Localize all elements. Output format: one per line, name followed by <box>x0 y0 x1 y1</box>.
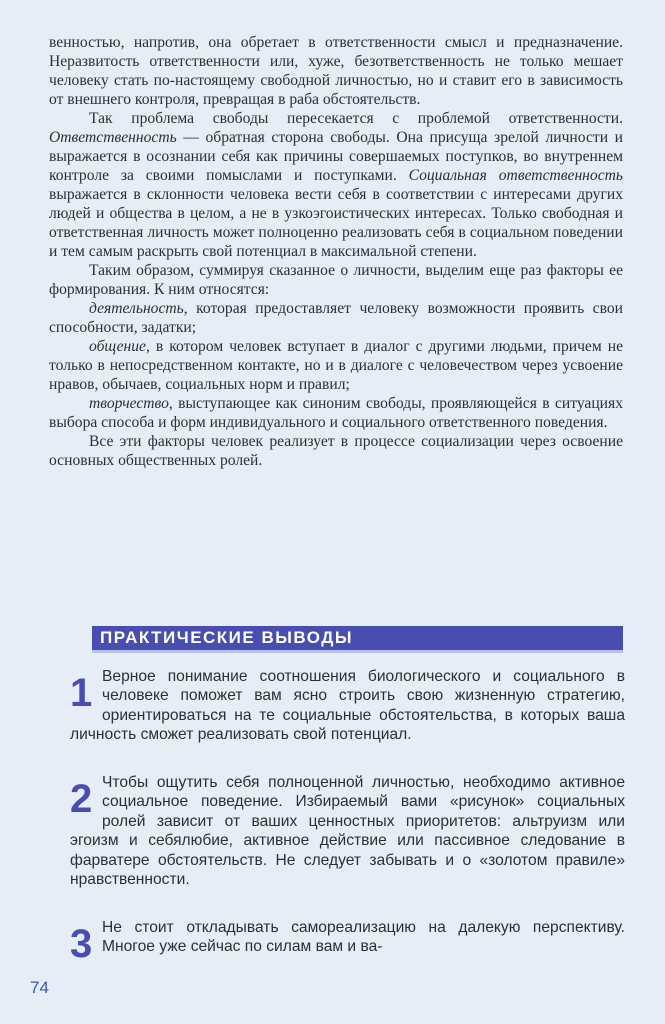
term-creativity: творчество <box>89 395 169 412</box>
conclusion-text: Не стоит откладывать самореализацию на далекую перспективу. Многое уже сейчас по силам вам и ва- <box>102 919 625 956</box>
main-text <box>49 33 623 470</box>
paragraph-text: Так проблема свободы пересекается с проблемой ответственности. <box>89 110 623 127</box>
conclusion-item <box>70 918 625 966</box>
term-responsibility: Ответственность <box>49 129 177 146</box>
paragraph-text: выражается в склонности человека вести себя в соответствии с интересами других людей и общества в целом, а не в узкоэгоистических интересах. Только свободная и ответственная личность может полноценно реализовать себя в социальном поведении и тем самым раскрыть свой потенциал в максимальной степени. <box>49 186 623 260</box>
paragraph <box>49 109 623 261</box>
factor-text: , выступающее как синоним свободы, проявляющейся в ситуациях выбора способа и форм индивидуального и социального ответственного поведения. <box>49 395 623 431</box>
term-social-responsibility: Социальная ответственность <box>408 167 623 184</box>
conclusion-item <box>70 667 625 745</box>
page-number: 74 <box>30 978 49 997</box>
conclusion-number: 2 <box>70 777 93 821</box>
conclusion-text: Верное понимание соотношения биологического и социального в человеке поможет вам ясно строить свою жизненную стратегию, ориентироваться на те социальные обстоятельства, в которых ваша личность сможет реализовать свой потенциал. <box>70 668 625 744</box>
paragraph: Все эти факторы человек реализует в процессе социализации через освоение основных общественных ролей. <box>49 433 623 469</box>
factor-item <box>49 337 623 394</box>
paragraph-text: — обратная сторона свободы. Она присуща зрелой личности и выражается в осознании себя как причины совершаемых поступков, во внутреннем контроле за своими помыслами и поступками. <box>49 129 623 184</box>
conclusion-text: Чтобы ощутить себя полноценной личностью, необходимо активное социальное поведение. Избираемый вами «рисунок» социальных ролей зависит от ваших ценностных приоритетов: альтруизм или эгоизм и себялюбие, активное действие или пассивное следование в фарватере обстоятельств. Не следует забывать и о «золотом правиле» нравственности. <box>70 774 625 889</box>
section-title: ПРАКТИЧЕСКИЕ ВЫВОДЫ <box>100 628 353 647</box>
section-heading-bar <box>92 626 623 653</box>
factor-item <box>49 394 623 432</box>
factor-item <box>49 299 623 337</box>
term-communication: общение <box>89 338 146 355</box>
conclusion-number: 3 <box>70 922 93 966</box>
term-activity: деятельность <box>89 300 184 317</box>
factor-text: , в котором человек вступает в диалог с другими людьми, причем не только в непосредственном контакте, но и в диалоге с человечеством через усвоение нравов, обычаев, социальных норм и правил; <box>49 338 623 393</box>
paragraph: Таким образом, суммируя сказанное о личности, выделим еще раз факторы ее формирования. К ним относятся: <box>49 262 623 298</box>
paragraph: венностью, напротив, она обретает в ответственности смысл и предназначение. Неразвитость ответственности или, хуже, безответственность не только мешает человеку стать по-настоящему свободной личностью, но и ставит его в зависимость от внешнего контроля, превращая в раба обстоятельств. <box>49 34 623 108</box>
conclusion-item <box>70 773 625 889</box>
factor-text: , которая предоставляет человеку возможности проявить свои способности, задатки; <box>49 300 623 336</box>
conclusion-number: 1 <box>70 671 93 715</box>
